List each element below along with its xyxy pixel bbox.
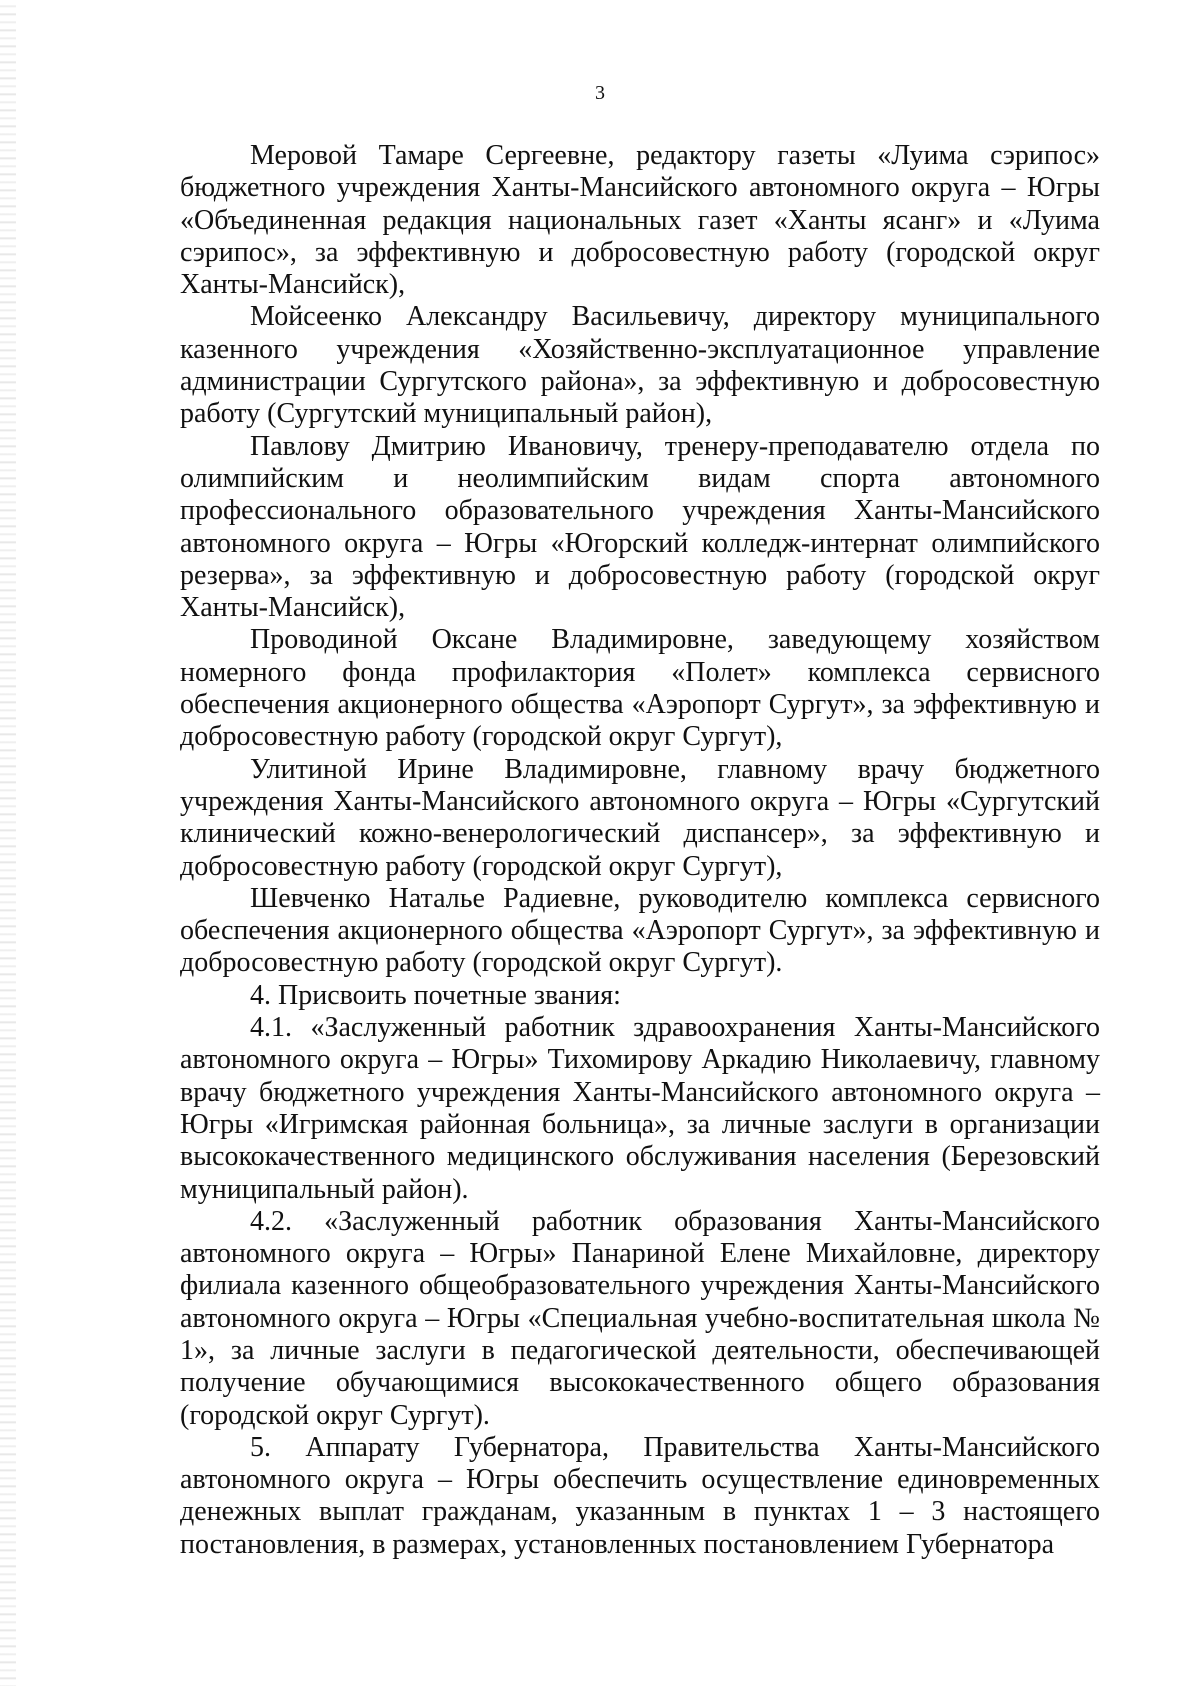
page-number: 3 bbox=[595, 82, 605, 104]
paragraph-merova: Меровой Тамаре Сергеевне, редактору газеты «Луима сэрипос» бюджетного учреждения Ханты-Мансийского автономного округа – Югры «Объединенная редакция национальных газет «Ханты ясанг» и «Луима сэрипос», за эффективную и добросовестную работу (городской округ Ханты-Мансийск), bbox=[180, 140, 1100, 301]
paragraph-item-4-2: 4.2. «Заслуженный работник образования Ханты-Мансийского автономного округа – Югры» Панариной Елене Михайловне, директору филиала казенного общеобразовательного учреждения Ханты-Мансийского автономного округа – Югры «Специальная учебно-воспитательная школа № 1», за личные заслуги в педагогической деятельности, обеспечивающей получение обучающимися высококачественного общего образования (городской округ Сургут). bbox=[180, 1205, 1100, 1431]
paragraph-moiseenko: Мойсеенко Александру Васильевичу, директору муниципального казенного учреждения «Хозяйственно-эксплуатационное управление администрации Сургутского района», за эффективную и добросовестную работу (Сургутский муниципальный район), bbox=[180, 301, 1100, 430]
document-body bbox=[180, 140, 1100, 1561]
paragraph-ulitina: Улитиной Ирине Владимировне, главному врачу бюджетного учреждения Ханты-Мансийского автономного округа – Югры «Сургутский клинический кожно-венерологический диспансер», за эффективную и добросовестную работу (городской округ Сургут), bbox=[180, 753, 1100, 882]
paragraph-item-4-1: 4.1. «Заслуженный работник здравоохранения Ханты-Мансийского автономного округа – Югры» Тихомирову Аркадию Николаевичу, главному врачу бюджетного учреждения Ханты-Мансийского автономного округа – Югры «Игримская районная больница», за личные заслуги в организации высококачественного медицинского обслуживания населения (Березовский муниципальный район). bbox=[180, 1012, 1100, 1205]
paragraph-item-5: 5. Аппарату Губернатора, Правительства Ханты-Мансийского автономного округа – Югры обеспечить осуществление единовременных денежных выплат гражданам, указанным в пунктах 1 – 3 настоящего постановления, в размерах, установленных постановлением Губернатора bbox=[180, 1431, 1100, 1560]
paragraph-pavlov: Павлову Дмитрию Ивановичу, тренеру-преподавателю отдела по олимпийским и неолимпийским видам спорта автономного профессионального образовательного учреждения Ханты-Мансийского автономного округа – Югры «Югорский колледж-интернат олимпийского резерва», за эффективную и добросовестную работу (городской округ Ханты-Мансийск), bbox=[180, 430, 1100, 624]
paragraph-provodina: Проводиной Оксане Владимировне, заведующему хозяйством номерного фонда профилактория «Полет» комплекса сервисного обеспечения акционерного общества «Аэропорт Сургут», за эффективную и добросовестную работу (городской округ Сургут), bbox=[180, 624, 1100, 753]
paragraph-item-4: 4. Присвоить почетные звания: bbox=[250, 979, 621, 1011]
paragraph-shevchenko: Шевченко Наталье Радиевне, руководителю комплекса сервисного обеспечения акционерного общества «Аэропорт Сургут», за эффективную и добросовестную работу (городской округ Сургут). bbox=[180, 882, 1100, 979]
